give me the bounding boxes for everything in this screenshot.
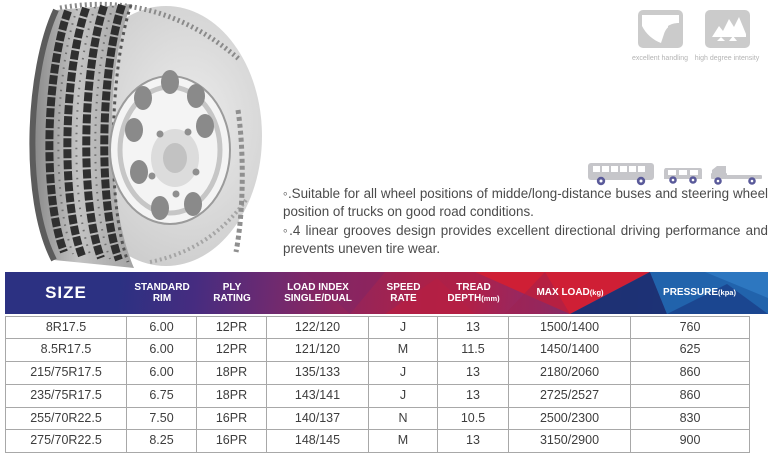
table-cell: 2725/2527 [509,385,631,408]
spec-table-body [5,316,750,453]
table-row [5,430,750,453]
table-row [5,362,750,385]
table-cell: 11.5 [438,339,509,362]
table-cell: M [369,339,438,362]
table-cell: 135/133 [267,362,369,385]
table-cell: J [369,362,438,385]
table-cell: 122/120 [267,316,369,339]
table-row [5,316,750,339]
description-bullet-1: ◦.Suitable for all wheel positions of midde/long-distance buses and steering wheel position of trucks on good road conditions. [283,186,768,220]
table-cell: J [369,316,438,339]
table-cell: M [369,430,438,453]
table-cell: 121/120 [267,339,369,362]
column-header: PRESSURE(kpa) [663,287,736,299]
light-truck-icon [711,166,762,185]
column-header: PLY RATING [213,281,251,304]
table-cell: 1450/1400 [509,339,631,362]
table-row [5,385,750,408]
table-cell: 6.75 [127,385,197,408]
handling-icon [638,10,683,48]
table-cell: 143/141 [267,385,369,408]
table-cell: 18PR [197,385,267,408]
table-cell: 8.25 [127,430,197,453]
table-cell: 3150/2900 [509,430,631,453]
table-cell: 18PR [197,362,267,385]
description-bullet-2: ◦.4 linear grooves design provides excellent directional driving performance and prevents uneven tire wear. [283,222,768,257]
table-cell: 13 [438,316,509,339]
minibus-icon [664,168,702,184]
table-cell: 148/145 [267,430,369,453]
table-cell: 255/70R22.5 [5,408,127,431]
table-cell: 830 [631,408,750,431]
column-header: SIZE [45,283,87,303]
column-header: LOAD INDEX SINGLE/DUAL [284,281,352,304]
column-header: MAX LOAD(kg) [536,287,604,299]
column-header: SPEED RATE [386,281,421,304]
table-cell: 1500/1400 [509,316,631,339]
table-cell: 2180/2060 [509,362,631,385]
table-cell: 8R17.5 [5,316,127,339]
badge-label: excellent handling [631,55,689,62]
table-cell: 8.5R17.5 [5,339,127,362]
table-cell: 860 [631,362,750,385]
table-cell: 12PR [197,316,267,339]
table-cell: 625 [631,339,750,362]
column-header: STANDARD RIM [134,281,190,304]
table-cell: 6.00 [127,339,197,362]
product-description [283,185,768,259]
table-row [5,339,750,362]
badge-label: high degree intensity [694,55,760,62]
tire-photo [0,0,262,268]
bus-icon [588,163,654,185]
table-header-row [5,272,768,314]
table-cell: 215/75R17.5 [5,362,127,385]
feature-badge-intensity [694,10,760,62]
table-cell: N [369,408,438,431]
table-cell: 13 [438,385,509,408]
table-row [5,408,750,431]
intensity-icon [705,10,750,48]
table-cell: 900 [631,430,750,453]
table-cell: 2500/2300 [509,408,631,431]
table-cell: 6.00 [127,316,197,339]
table-cell: 140/137 [267,408,369,431]
table-cell: 275/70R22.5 [5,430,127,453]
table-cell: J [369,385,438,408]
table-cell: 235/75R17.5 [5,385,127,408]
table-cell: 13 [438,430,509,453]
table-cell: 10.5 [438,408,509,431]
spec-table-header [5,272,768,314]
table-cell: 12PR [197,339,267,362]
column-header: TREAD DEPTH(mm) [447,281,500,304]
table-cell: 16PR [197,408,267,431]
table-cell: 7.50 [127,408,197,431]
table-cell: 860 [631,385,750,408]
table-cell: 760 [631,316,750,339]
table-cell: 16PR [197,430,267,453]
table-cell: 13 [438,362,509,385]
feature-badge-handling [627,10,693,62]
table-cell: 6.00 [127,362,197,385]
